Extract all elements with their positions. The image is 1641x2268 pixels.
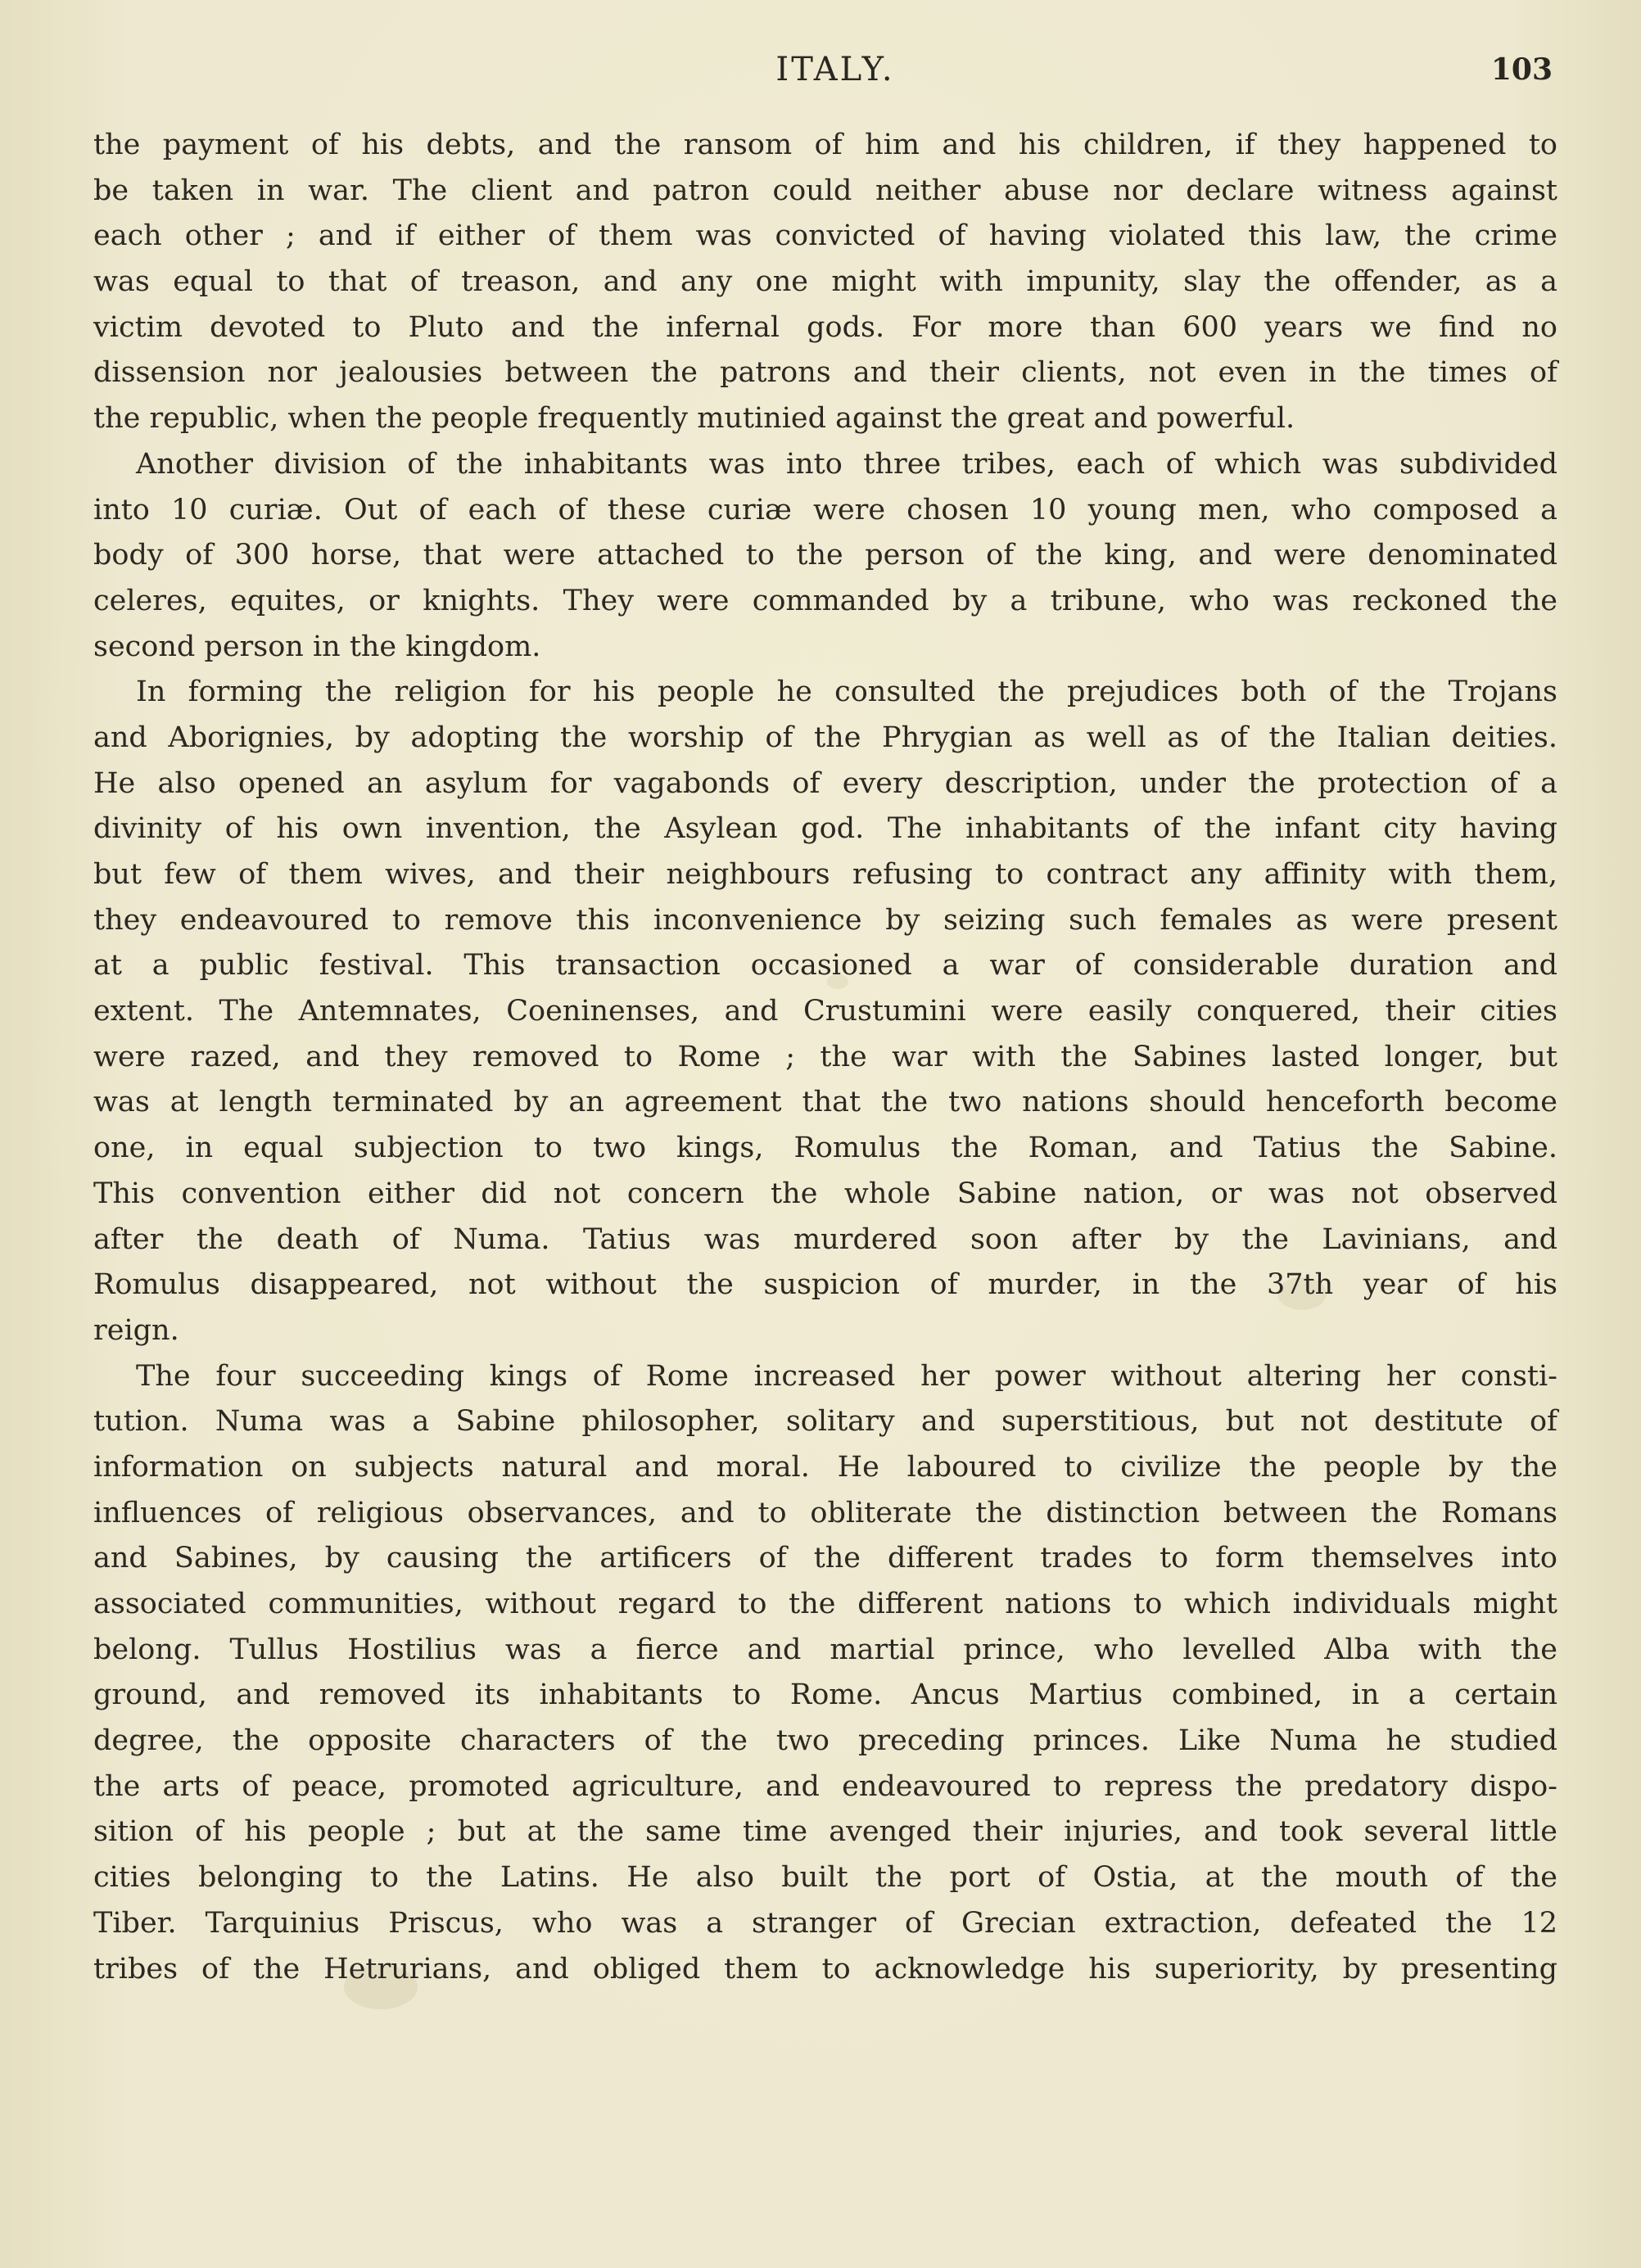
text-line: influences of religious observances, and to obliterate the distinction between the Romans (93, 1496, 1557, 1529)
page-number: 103 (1490, 52, 1553, 87)
text-line: after the death of Numa. Tatius was murdered soon after by the Lavinians, and (93, 1222, 1557, 1256)
text-line: reign. (93, 1313, 179, 1347)
text-line: was at length terminated by an agreement that the two nations should henceforth become (93, 1086, 1557, 1119)
text-line: He also opened an asylum for vagabonds of every description, under the protection of a (93, 766, 1557, 800)
text-line: the republic, when the people frequently mutinied against the great and powerful. (93, 402, 1295, 436)
text-line: degree, the opposite characters of the two preceding princes. Like Numa he studied (93, 1724, 1557, 1758)
text-line: second person in the kingdom. (93, 630, 541, 663)
paragraph (93, 670, 1557, 1353)
text-line: and Sabines, by causing the artificers of the different trades to form themselves into (93, 1542, 1557, 1575)
text-line: were razed, and they removed to Rome ; the war with the Sabines lasted longer, but (93, 1040, 1557, 1073)
running-title: ITALY. (775, 51, 895, 88)
text-line: one, in equal subjection to two kings, Romulus the Roman, and Tatius the Sabine. (93, 1132, 1557, 1165)
text-line: Another division of the inhabitants was into three tribes, each of which was subdivided (136, 447, 1557, 481)
text-line: tution. Numa was a Sabine philosopher, solitary and superstitious, but not destitute of (93, 1405, 1557, 1439)
paragraph (93, 1354, 1557, 1993)
text-line: celeres, equites, or knights. They were commanded by a tribune, who was reckoned the (93, 584, 1557, 617)
text-line: body of 300 horse, that were attached to the person of the king, and were denominated (93, 539, 1557, 572)
running-head (106, 51, 1564, 100)
text-line: into 10 curiæ. Out of each of these curiæ were chosen 10 young men, who composed a (93, 493, 1557, 526)
text-line: ground, and removed its inhabitants to Rome. Ancus Martius combined, in a certain (93, 1678, 1557, 1712)
text-line: In forming the religion for his people he consulted the prejudices both of the Trojans (136, 675, 1557, 709)
text-line: be taken in war. The client and patron could neither abuse nor declare witness against (93, 174, 1557, 207)
text-line: dissension nor jealousies between the patrons and their clients, not even in the times of (93, 356, 1557, 390)
text-line: tribes of the Hetrurians, and obliged them to acknowledge his superiority, by presenting (93, 1952, 1557, 1986)
text-line: was equal to that of treason, and any one might with impunity, slay the offender, as a (93, 265, 1557, 299)
text-line: each other ; and if either of them was convicted of having violated this law, the crime (93, 219, 1557, 253)
text-line: victim devoted to Pluto and the infernal gods. For more than 600 years we find no (93, 310, 1557, 344)
body-text (93, 123, 1557, 1992)
text-line: extent. The Antemnates, Coeninenses, and Crustumini were easily conquered, their cities (93, 995, 1557, 1028)
text-line: Romulus disappeared, not without the suspicion of murder, in the 37th year of his (93, 1268, 1557, 1302)
text-line: they endeavoured to remove this inconvenience by seizing such females as were present (93, 903, 1557, 937)
text-line: but few of them wives, and their neighbours refusing to contract any affinity with them, (93, 858, 1557, 891)
text-line: the payment of his debts, and the ransom of him and his children, if they happened to (93, 129, 1557, 161)
text-line: cities belonging to the Latins. He also built the port of Ostia, at the mouth of the (93, 1861, 1557, 1895)
text-line: belong. Tullus Hostilius was a fierce and martial prince, who levelled Alba with the (93, 1633, 1557, 1666)
text-line: information on subjects natural and moral. He laboured to civilize the people by the (93, 1450, 1557, 1484)
text-line: at a public festival. This transaction occasioned a war of considerable duration and (93, 949, 1557, 983)
text-line: Tiber. Tarquinius Priscus, who was a stranger of Grecian extraction, defeated the 12 (93, 1906, 1557, 1940)
text-line: The four succeeding kings of Rome increased her power without altering her consti- (136, 1359, 1557, 1393)
text-line: the arts of peace, promoted agriculture, and endeavoured to repress the predatory dispo- (93, 1769, 1557, 1803)
text-line: This convention either did not concern the whole Sabine nation, or was not observed (93, 1177, 1557, 1210)
text-line: and Aborignies, by adopting the worship of the Phrygian as well as of the Italian deities. (93, 721, 1557, 754)
paragraph (93, 442, 1557, 670)
text-line: sition of his people ; but at the same time avenged their injuries, and took several little (93, 1815, 1557, 1849)
text-line: associated communities, without regard to the different nations to which individuals might (93, 1588, 1557, 1620)
text-line: divinity of his own invention, the Asylean god. The inhabitants of the infant city having (93, 812, 1557, 846)
paragraph (93, 123, 1557, 442)
